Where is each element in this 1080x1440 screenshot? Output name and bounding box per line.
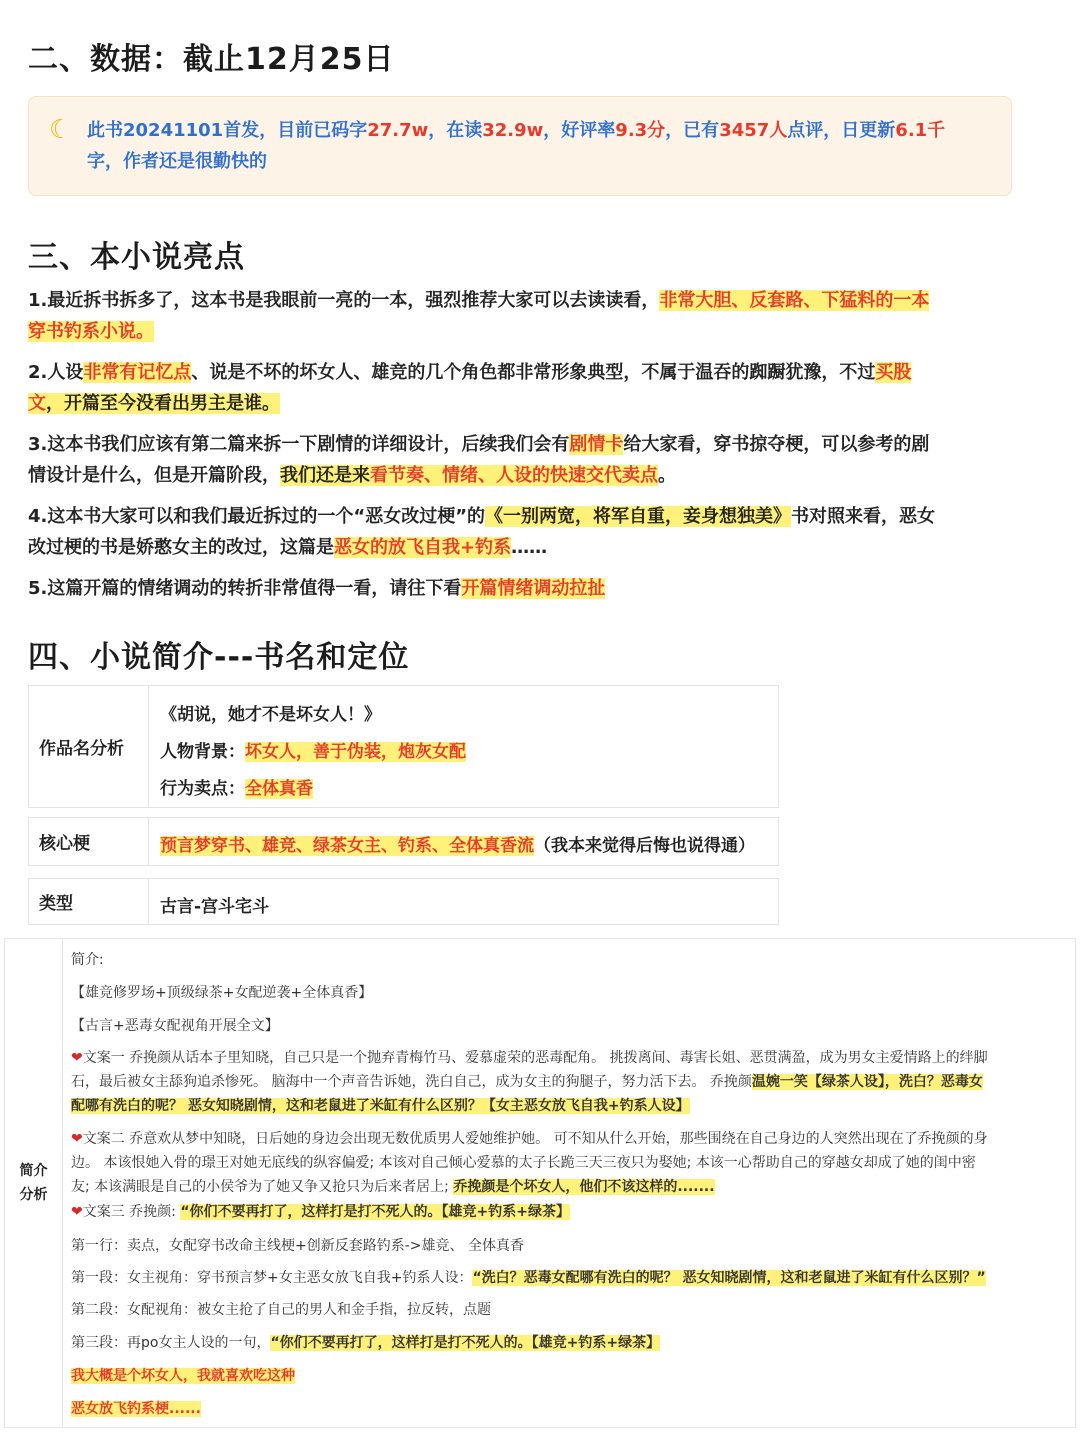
- character-background: 坏女人，善于伪装，炮灰女配: [245, 742, 466, 762]
- daily-update: 6.1千: [895, 120, 946, 141]
- intro-analysis-label: 简介分析: [5, 939, 63, 1427]
- title-analysis-row: 作品名分析 《胡说，她才不是坏女人！》 人物背景：坏女人，善于伪装，炮灰女配 行为卖点：全体真香: [28, 685, 779, 808]
- intro-tags-1: 【雄竞修罗场+顶级绿茶+女配逆袭+全体真香】: [71, 985, 373, 1001]
- core-trope-row: 核心梗 预言梦穿书、雄竞、绿茶女主、钓系、全体真香流（我本来觉得后悔也说得通）: [28, 817, 779, 866]
- analysis-line-5: 我大概是个坏女人，我就喜欢吃这种: [71, 1368, 295, 1384]
- pin-icon: ❤: [71, 1131, 83, 1147]
- pin-icon: ❤: [71, 1204, 83, 1220]
- highlight-2: 2.人设非常有记忆点、说是不坏的坏女人、雄竞的几个角色都非常形象典型，不属于温吞的踟蹰犹豫，不过买股 文，开篇至今没看出男主是谁。: [28, 362, 912, 414]
- intro-tags-2: 【古言+恶毒女配视角开展全文】: [71, 1018, 279, 1034]
- pin-icon: ❤: [71, 1050, 83, 1066]
- moon-icon: ☾: [49, 115, 73, 145]
- analysis-line-3: 第二段：女配视角：被女主抢了自己的男人和金手指，拉反转，点题: [71, 1302, 491, 1318]
- book-title: 《胡说，她才不是坏女人！》: [160, 705, 381, 725]
- review-count: 3457人: [719, 120, 788, 141]
- callout-text: 此书20241101首发，目前已码字27.7w，在读32.9w，好评率9.3分，已有3457人点评，日更新6.1千 字，作者还是很勤快的: [87, 120, 946, 172]
- analysis-line-4: 第三段：再po女主人设的一句，“你们不要再打了，这样打是打不死人的。【雄竞+钓系+绿茶】: [71, 1335, 661, 1351]
- core-trope-value: 预言梦穿书、雄竞、绿茶女主、钓系、全体真香流: [160, 836, 534, 856]
- genre-value: 古言-宫斗宅斗: [160, 897, 270, 917]
- copy-2: ❤文案二 乔意欢从梦中知晓，日后她的身边会出现无数优质男人爱她维护她。 可不知从什么开始，那些围绕在自己身边的人突然出现在了乔挽颜的身 边。 本该恨她入骨的璟王对她无底线的纵容偏爱; 本该对自己倾心爱慕的太子长跪三天三夜只为娶她; 本该一心帮助自己的穿越女却成了她的闺中密 友; 本该满眼是自己的小侯爷为了她又争又抢只为后来者居上; 乔挽颜是个坏女人，他们不该这样的.......: [71, 1131, 988, 1195]
- core-trope-label: 核心梗: [29, 818, 149, 865]
- genre-row: [28, 878, 779, 925]
- analysis-line-6: 恶女放飞钓系梗......: [71, 1401, 201, 1417]
- word-count: 27.7w: [367, 120, 429, 141]
- analysis-line-1: 第一行：卖点，女配穿书改命主线梗+创新反套路钓系->雄竞、 全体真香: [71, 1238, 524, 1254]
- rating: 9.3分: [615, 120, 666, 141]
- copy-1: ❤文案一 乔挽颜从话本子里知晓，自己只是一个抛弃青梅竹马、爱慕虚荣的恶毒配角。 挑拨离间、毒害长姐、恶贯满盈，成为男女主爱情路上的绊脚 石，最后被女主舔狗追杀惨死。 脑海中一个声音告诉她，洗白自己，成为女主的狗腿子，努力活下去。 乔挽颜温婉一笑【绿茶人设】，洗白？恶毒女 配哪有洗白的呢？ 恶女知晓剧情，这和老鼠进了米缸有什么区别？【女主恶女放飞自我+钓系人设】: [71, 1050, 988, 1114]
- intro-heading: 简介:: [71, 952, 104, 968]
- analysis-line-2: 第一段：女主视角：穿书预言梦+女主恶女放飞自我+钓系人设：“洗白？恶毒女配哪有洗白的呢？ 恶女知晓剧情，这和老鼠进了米缸有什么区别？”: [71, 1270, 986, 1286]
- selling-point: 全体真香: [245, 779, 313, 799]
- genre-label: 类型: [29, 879, 149, 924]
- highlight-1: 1.最近拆书拆多了，这本书是我眼前一亮的一本，强烈推荐大家可以去读读看，非常大胆、反套路、下猛料的一本 穿书钓系小说。: [28, 290, 930, 342]
- section-title-intro: 四、小说简介---书名和定位: [28, 640, 410, 675]
- title-analysis-label: 作品名分析: [29, 686, 149, 807]
- section-title-data: 二、数据：截止12月25日: [28, 42, 395, 77]
- highlight-3: 3.这本书我们应该有第二篇来拆一下剧情的详细设计，后续我们会有剧情卡给大家看，穿书掠夺梗，可以参考的剧 情设计是什么，但是开篇阶段，我们还是来看节奏、情绪、人设的快速交代卖点。: [28, 434, 930, 486]
- section-title-highlights: 三、本小说亮点: [28, 240, 245, 275]
- highlight-5: 5.这篇开篇的情绪调动的转折非常值得一看，请往下看开篇情绪调动拉扯: [28, 578, 606, 599]
- intro-analysis-box: [4, 938, 1076, 1428]
- copy-3: ❤文案三 乔挽颜: “你们不要再打了，这样打是打不死人的。【雄竞+钓系+绿茶】: [71, 1204, 571, 1220]
- reading-count: 32.9w: [482, 120, 544, 141]
- highlight-4: 4.这本书大家可以和我们最近拆过的一个“恶女改过梗”的《一别两宽，将军自重，妾身想独美》书对照来看，恶女 改过梗的书是娇憨女主的改过，这篇是恶女的放飞自我+钓系……: [28, 506, 936, 558]
- data-callout: [28, 96, 1012, 196]
